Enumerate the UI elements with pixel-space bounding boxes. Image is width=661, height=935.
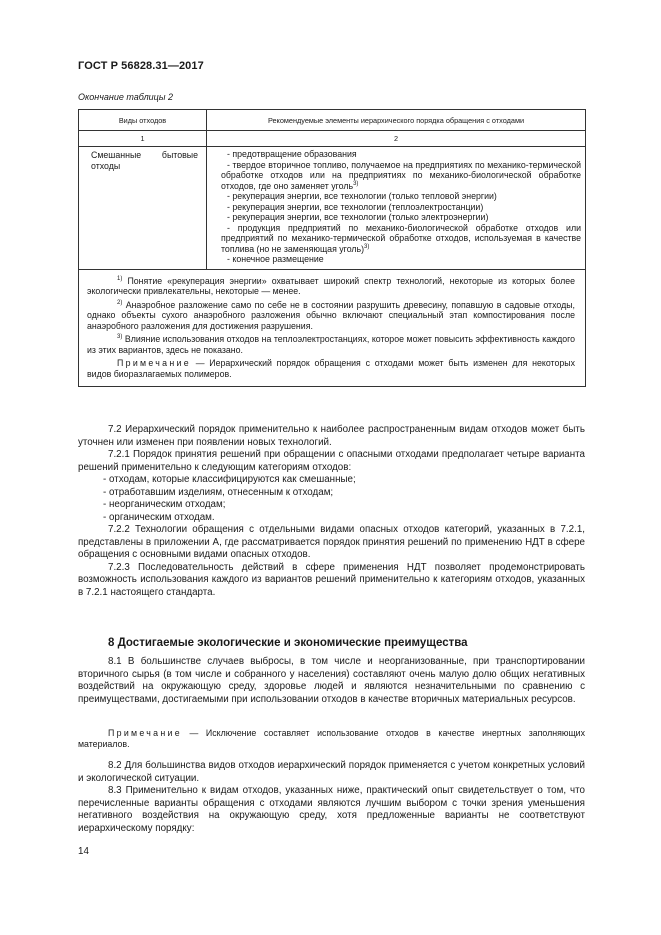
paragraph-8-1-block (78, 656, 585, 706)
list-item: - неорганическим отходам; (103, 499, 226, 510)
standard-code: ГОСТ Р 56828.31—2017 (78, 60, 204, 72)
paragraph-7-2: 7.2 Иерархический порядок применительно к наиболее распространенным видам отходов может быть уточнен или изменен при появлении новых технологий. (78, 424, 585, 448)
paragraph-7-2-1: 7.2.1 Порядок принятия решений при обращении с опасными отходами предполагает четыре варианта решений применительно к следующим категориям отходов: (78, 449, 585, 473)
page-number: 14 (78, 846, 89, 857)
list-item: - рекуперация энергии, все технологии (только тепловой энергии) (227, 191, 497, 201)
table-footnotes-row (79, 269, 586, 387)
list-item: - органическим отходам. (103, 511, 215, 523)
list-item: - рекуперация энергии, все технологии (только электроэнергии) (227, 212, 489, 222)
list-item: - твердое вторичное топливо, получаемое на предприятиях по механико-термической обработке отходов или на предприятиях по механико-биологической обработке отходов, где оно заменяет уголь$^{3)}$ (221, 159, 581, 191)
section-7-text (78, 424, 585, 599)
table-caption: Окончание таблицы 2 (78, 92, 173, 102)
list-item: - отработавшим изделиям, отнесенным к отходам; (103, 486, 334, 498)
footnote: $^{2)}$ Анаэробное разложение само по себе не в состоянии разрушить древесину, попавшую в садовые отходы, однако объекты сухого анаэробного разложения обычно включают специальный этап компостирования после анаэробного разложения для достижения разрушения. (87, 299, 575, 331)
paragraph-8-2: 8.2 Для большинства видов отходов иерархический порядок применяется с учетом конкретных условий и экологической ситуации. (78, 760, 585, 784)
waste-hierarchy-table (78, 109, 586, 387)
col-number-2: 2 (207, 131, 586, 147)
footnote-ref: 3) (353, 180, 359, 187)
col-header-waste-kinds: Виды отходов (79, 110, 207, 131)
table-header-row (79, 110, 586, 131)
list-item: - рекуперация энергии, все технологии (теплоэлектростанции) (227, 201, 484, 212)
note-label: Примечание (108, 728, 182, 738)
note-paragraph: Примечание — Исключение составляет использование отходов в качестве инертных заполняющих материалов. (78, 728, 585, 749)
table-footnotes (79, 270, 585, 387)
elements-cell (207, 147, 586, 270)
table-note: Примечание — Иерархический порядок обращения с отходами может быть изменен для некоторых видов биоразлагаемых полимеров. (87, 358, 575, 379)
footnotes-cell (79, 269, 586, 387)
waste-kind: Смешанные бытовые отходы (91, 150, 198, 171)
footnote: $^{3)}$ Влияние использования отходов на теплоэлектростанциях, которое может повысить эффективность каждого из этих вариантов, здесь не показано. (87, 334, 575, 355)
col-number-1: 1 (79, 131, 207, 147)
paragraph-8-1: 8.1 В большинстве случаев выбросы, в том числе и неорганизованные, при транспортировании вторичного сырья (в том числе и собранного у населения) составляют очень малую долю общих негативных воздействий на окружающую среду, здоровье людей и являются незначительными по сравнению с преимуществами, достигаемыми при использовании отходов в качестве вторичных материальных ресурсов. (78, 656, 585, 705)
col-header-elements: Рекомендуемые элементы иерархического порядка обращения с отходами (207, 110, 586, 131)
waste-kind-cell (79, 147, 207, 270)
footnote-ref: 3) (364, 243, 370, 250)
paragraph-7-2-3: 7.2.3 Последовательность действий в сфере применения НДТ позволяет продемонстрировать возможность использования каждого из вариантов решений применительно к категориям отходов, указанных в 7.2.1 настоящего стандарта. (78, 561, 585, 598)
list-item: - предотвращение образования (227, 149, 357, 159)
section-8-heading: 8 Достигаемые экологические и экономические преимущества (108, 637, 468, 649)
section-8-note (78, 728, 585, 750)
paragraphs-8-2-8-3 (78, 760, 585, 835)
elements-list (207, 147, 585, 269)
table-number-row (79, 131, 586, 147)
list-item: - продукция предприятий по механико-биологической обработке отходов или предприятий по механико-термической обработке отходов, используемая в качестве топлива (но не заменяющая уголь)$^{3)}$ (221, 222, 581, 254)
note-label: Примечание (117, 358, 191, 368)
table-row (79, 147, 586, 270)
footnote: $^{1)}$ Понятие «рекуперация энергии» охватывает широкий спектр технологий, некоторые из которых более экологически привлекательны, некоторые — менее. (87, 275, 575, 296)
list-item: - отходам, которые классифицируются как смешанные; (103, 474, 356, 485)
paragraph-8-3: 8.3 Применительно к видам отходов, указанных ниже, практический опыт свидетельствует о том, что перечисленные варианты обращения с отходами являются лучшим выбором с точки зрения уменьшения негативного воздействия на окружающую среду, хотя предложенные варианты не соответствуют иерархическому порядку: (78, 785, 585, 834)
list-item: - конечное размещение (227, 254, 324, 264)
paragraph-7-2-2: 7.2.2 Технологии обращения с отдельными видами опасных отходов категорий, указанных в 7.2.1, представлены в приложении А, где рассматривается порядок принятия решений по применению НДТ в сфере обращения с основными видами опасных отходов. (78, 524, 585, 560)
